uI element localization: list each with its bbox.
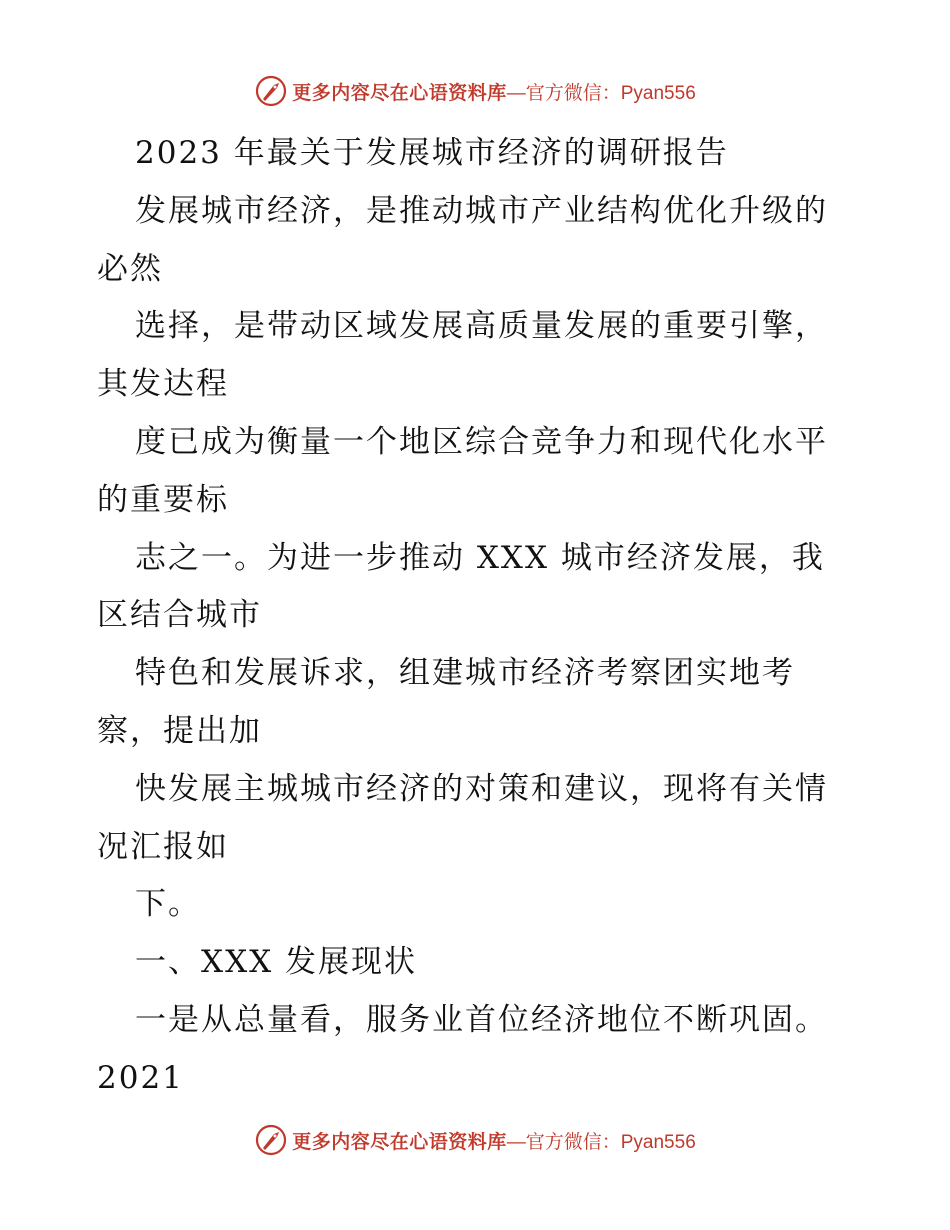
paragraph-line: 下。 [135,886,201,923]
document-title: 2023 年最关于发展城市经济的调研报告 [135,135,729,171]
paragraph-line: 特色和发展诉求，组建城市经济考察团实地考 [135,655,795,692]
paragraph-line: 度已成为衡量一个地区综合竞争力和现代化水平 [135,423,828,460]
section-heading: 一、XXX 发展现状 [135,944,418,981]
paragraph-line: 其发达程 [97,366,229,403]
paragraph-line: 况汇报如 [97,828,229,865]
paragraph-line: 选择，是带动区域发展高质量发展的重要引擎， [135,308,828,345]
document-body [97,125,857,1108]
header-banner [0,71,950,111]
paragraph-line: 一是从总量看，服务业首位经济地位不断巩固。 [135,1001,828,1038]
paragraph-line: 的重要标 [97,481,229,518]
fountain-pen-nib-icon [254,74,288,108]
paragraph-line: 发展城市经济，是推动城市产业结构优化升级的 [135,192,828,229]
header-promo-text: 更多内容尽在心语资料库 [292,81,507,104]
paragraph-line: 察，提出加 [97,712,262,749]
footer-promo-text: 更多内容尽在心语资料库 [292,1130,507,1153]
paragraph-line: 快发展主城城市经济的对策和建议，现将有关情 [135,770,828,807]
paragraph-line: 必然 [97,250,163,287]
paragraph-line: 志之一。为进一步推动 XXX 城市经济发展，我 [135,539,825,576]
fountain-pen-nib-icon [254,1123,288,1157]
paragraph-line: 2021 [97,1059,184,1096]
footer-contact-text: —官方微信：Pyan556 [506,1131,696,1153]
header-contact-text: —官方微信：Pyan556 [506,82,696,104]
footer-banner [0,1120,950,1160]
paragraph-line: 区结合城市 [97,597,262,634]
